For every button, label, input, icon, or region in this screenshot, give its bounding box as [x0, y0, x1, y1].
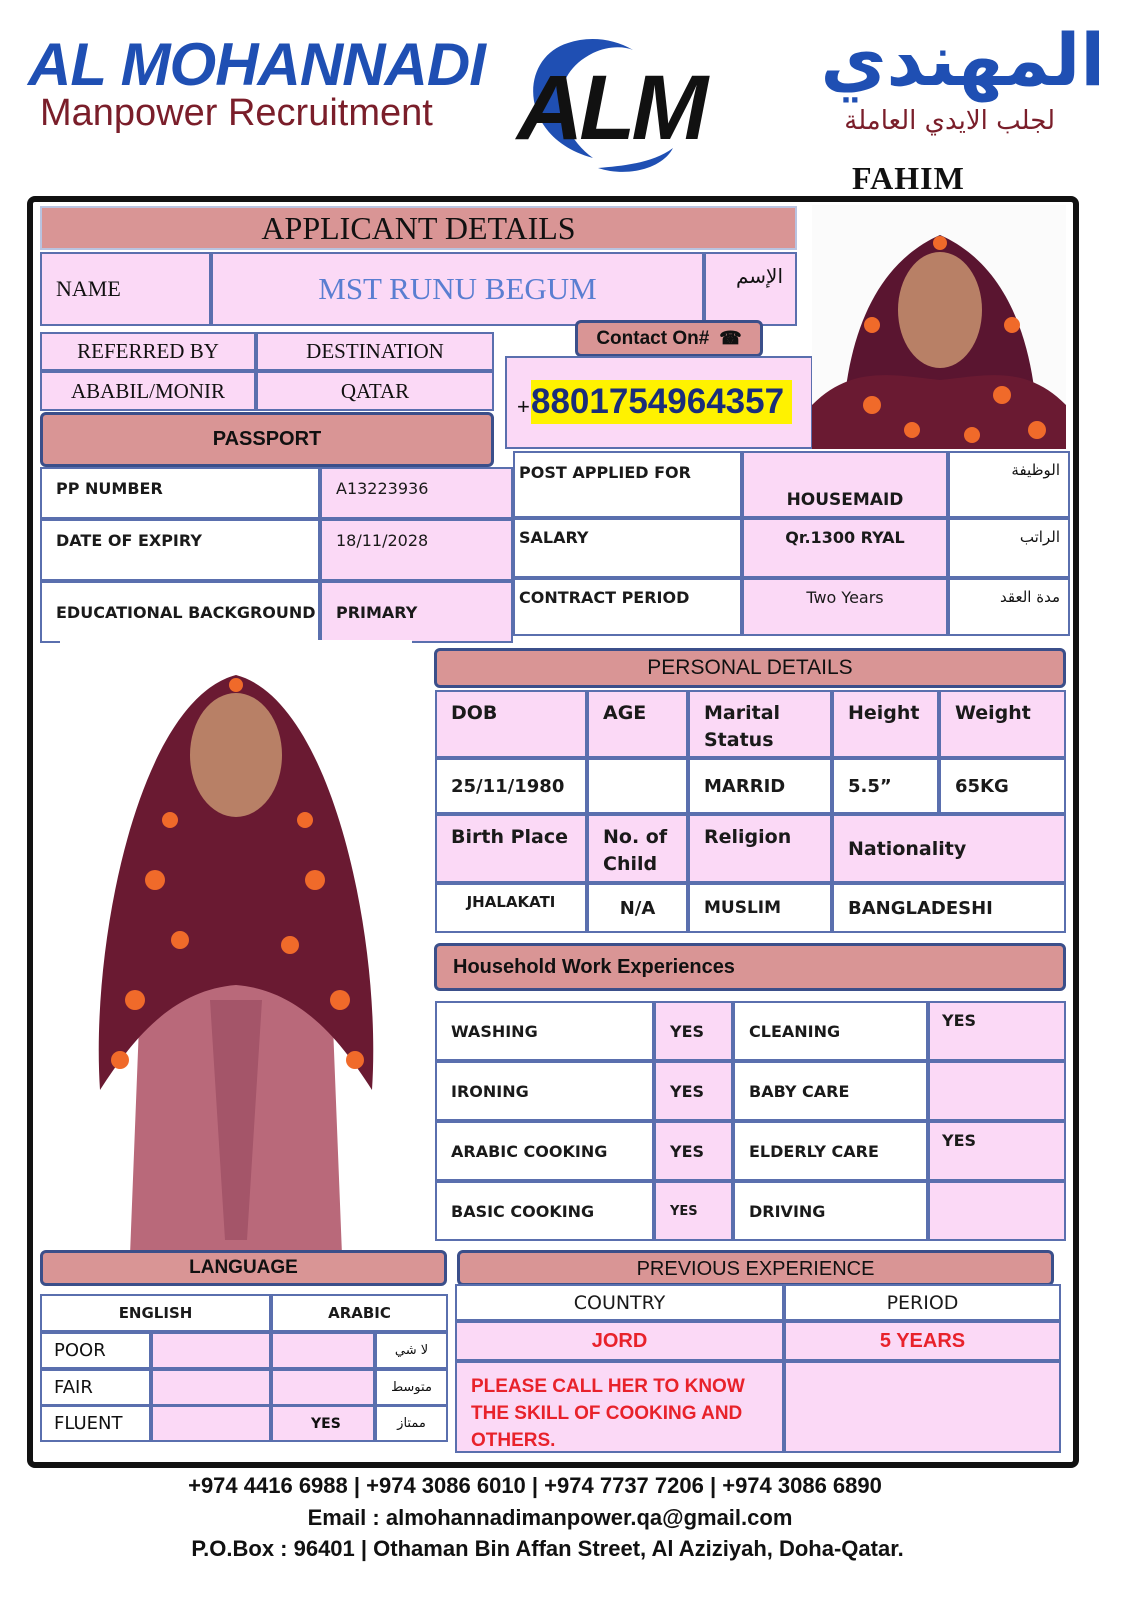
footer-address: P.O.Box : 96401 | Othaman Bin Affan Street, Al Aziziyah, Doha-Qatar.: [191, 1536, 904, 1561]
household-right-value-cell: [928, 1121, 1066, 1181]
marital-value-cell: [688, 758, 832, 814]
religion-value: MUSLIM: [704, 898, 782, 918]
age-label: AGE: [603, 702, 647, 724]
applicant-name: MST RUNU BEGUM: [318, 271, 597, 306]
children-label: No. of Child: [603, 826, 668, 875]
weight-label: Weight: [955, 702, 1031, 724]
contact-prefix: +: [517, 394, 530, 419]
dob-value: 25/11/1980: [451, 775, 565, 797]
name-value-cell: [211, 252, 704, 326]
phone-icon: ☎: [719, 328, 742, 348]
height-value: 5.5”: [848, 775, 892, 797]
post-label-cell: [513, 451, 742, 518]
household-left-label-cell: [435, 1121, 654, 1181]
contact-value-cell: [505, 356, 813, 449]
language-col-arabic-cell: [271, 1294, 448, 1332]
footer-phones: +974 4416 6988 | +974 3086 6010 | +974 7737 7206 | +974 3086 6890: [188, 1473, 882, 1498]
language-level-label-cell: [40, 1405, 151, 1442]
household-right-label-cell: [733, 1121, 928, 1181]
language-level-label: FLUENT: [54, 1413, 123, 1434]
contract-label: CONTRACT PERIOD: [519, 588, 690, 607]
language-level-label-arabic-cell: [375, 1332, 448, 1369]
household-left-label-cell: [435, 1181, 654, 1241]
household-left-value-cell: [654, 1001, 733, 1061]
birthplace-value-cell: [435, 883, 587, 933]
language-arabic-value: YES: [311, 1415, 341, 1432]
destination-value: QATAR: [340, 378, 410, 403]
country-col-cell: [455, 1284, 784, 1321]
referred-by-value: ABABIL/MONIR: [70, 378, 225, 403]
salary-value: Qr.1300 RYAL: [785, 528, 905, 547]
household-right-label: CLEANING: [749, 1021, 841, 1041]
household-right-value-cell: [928, 1181, 1066, 1241]
expiry-value: 18/11/2028: [336, 531, 429, 550]
salary-label-arabic: الراتب: [1019, 528, 1060, 546]
language-level-label: POOR: [54, 1340, 106, 1361]
country-col-header: COUNTRY: [573, 1291, 666, 1314]
passport-title: [40, 412, 494, 467]
destination-label-cell: [256, 332, 494, 371]
period-col-cell: [784, 1284, 1061, 1321]
education-label-cell: [40, 581, 320, 643]
language-arabic-value-cell: [271, 1332, 375, 1369]
education-label: EDUCATIONAL BACKGROUND: [56, 602, 316, 622]
language-level-label-cell: [40, 1369, 151, 1406]
applicant-details-title: [40, 206, 797, 250]
previous-country-value: JORD: [591, 1329, 648, 1352]
pp-number-value: A13223936: [336, 479, 429, 498]
previous-experience-title-text: PREVIOUS EXPERIENCE: [636, 1258, 875, 1280]
language-english-value-cell: [151, 1332, 271, 1369]
language-level-label-arabic-cell: [375, 1369, 448, 1406]
weight-label-cell: [939, 690, 1066, 758]
nationality-value-cell: [832, 883, 1066, 933]
full-body-photo: [60, 640, 412, 1255]
household-left-label-cell: [435, 1061, 654, 1121]
household-left-label: IRONING: [451, 1081, 529, 1101]
expiry-label-cell: [40, 519, 320, 581]
nationality-label: Nationality: [848, 837, 967, 860]
name-label-arabic: الإسم: [735, 264, 783, 288]
brand-name-english: AL MOHANNADI: [28, 31, 485, 98]
household-right-value-cell: [928, 1001, 1066, 1061]
pp-number-label-cell: [40, 467, 320, 519]
company-logo: [498, 18, 723, 178]
footer-email[interactable]: Email : almohannadimanpower.qa@gmail.com: [307, 1505, 793, 1530]
marital-value: MARRID: [704, 775, 786, 797]
age-label-cell: [587, 690, 688, 758]
birthplace-value: JHALAKATI: [466, 893, 556, 911]
portrait-photo: [812, 205, 1066, 449]
brand-subtitle-english: Manpower Recruitment: [40, 92, 433, 134]
contract-value: Two Years: [806, 588, 884, 607]
logo-text: ALM: [516, 57, 705, 159]
household-left-label: WASHING: [451, 1021, 538, 1041]
language-col-arabic: ARABIC: [328, 1304, 391, 1322]
previous-note-cell: [455, 1361, 784, 1453]
expiry-value-cell: [320, 519, 513, 581]
language-level-label-arabic: ممتاز: [397, 1416, 426, 1431]
brand-name-arabic: المهندي: [820, 18, 1105, 102]
country-value-cell: [455, 1321, 784, 1361]
religion-value-cell: [688, 883, 832, 933]
portrait-photo-illustration: [812, 205, 1066, 449]
household-left-value-cell: [654, 1121, 733, 1181]
contract-value-cell: [742, 578, 948, 636]
personal-details-title-text: PERSONAL DETAILS: [647, 656, 853, 679]
post-label-ar-cell: [948, 451, 1070, 518]
education-value-cell: [320, 581, 513, 643]
birthplace-label: Birth Place: [451, 826, 568, 848]
household-left-value: YES: [670, 1081, 705, 1101]
nationality-label-cell: [832, 814, 1066, 883]
language-arabic-value-cell: [271, 1369, 375, 1406]
post-value: HOUSEMAID: [786, 490, 904, 510]
religion-label-cell: [688, 814, 832, 883]
full-body-photo-illustration: [60, 640, 412, 1255]
children-label-cell: [587, 814, 688, 883]
nationality-value: BANGLADESHI: [848, 897, 993, 919]
previous-period-value: 5 YEARS: [879, 1329, 966, 1352]
contract-label-cell: [513, 578, 742, 636]
language-level-label: FAIR: [54, 1377, 93, 1398]
name-label-ar-cell: [704, 252, 797, 326]
language-level-label-arabic: لا شي: [394, 1343, 429, 1358]
post-value-cell: [742, 451, 948, 518]
contract-label-arabic: مدة العقد: [1000, 588, 1060, 606]
post-label: POST APPLIED FOR: [519, 463, 691, 482]
personal-details-title: [434, 648, 1066, 688]
children-value: N/A: [619, 897, 656, 919]
household-left-value: YES: [670, 1141, 705, 1161]
language-col-english-cell: [40, 1294, 271, 1332]
language-level-label-arabic-cell: [375, 1405, 448, 1442]
contact-phone-number[interactable]: 8801754964357: [531, 380, 792, 424]
household-left-value: YES: [670, 1203, 698, 1219]
period-col-header: PERIOD: [886, 1291, 959, 1314]
salary-label-ar-cell: [948, 518, 1070, 578]
contact-label-badge: [575, 320, 763, 357]
language-col-english: ENGLISH: [118, 1304, 193, 1322]
household-right-label: DRIVING: [749, 1201, 826, 1221]
household-right-value: YES: [942, 1011, 977, 1030]
dob-label: DOB: [451, 702, 498, 724]
language-level-label-arabic: متوسط: [391, 1380, 432, 1395]
pp-number-value-cell: [320, 467, 513, 519]
household-right-label: BABY CARE: [749, 1081, 850, 1101]
salary-value-cell: [742, 518, 948, 578]
brand-header: [0, 0, 1131, 195]
marital-label-cell: [688, 690, 832, 758]
agent-name: FAHIM: [852, 160, 965, 196]
applicant-details-title-text: APPLICANT DETAILS: [261, 209, 576, 246]
height-label: Height: [848, 702, 920, 724]
religion-label: Religion: [704, 826, 792, 848]
language-english-value-cell: [151, 1369, 271, 1406]
household-right-label: ELDERLY CARE: [749, 1141, 879, 1161]
household-left-value-cell: [654, 1061, 733, 1121]
salary-label-cell: [513, 518, 742, 578]
height-value-cell: [832, 758, 939, 814]
name-label-cell: [40, 252, 211, 326]
household-title: [434, 943, 1066, 991]
children-value-cell: [587, 883, 688, 933]
age-value-cell: [587, 758, 688, 814]
previous-experience-title: [457, 1250, 1054, 1286]
height-label-cell: [832, 690, 939, 758]
referred-by-value-cell: [40, 371, 256, 411]
period-value-cell: [784, 1321, 1061, 1361]
language-title-text: LANGUAGE: [189, 1257, 298, 1278]
language-level-label-cell: [40, 1332, 151, 1369]
household-right-label-cell: [733, 1001, 928, 1061]
household-left-label: BASIC COOKING: [451, 1201, 595, 1221]
passport-title-text: PASSPORT: [212, 428, 322, 450]
dob-value-cell: [435, 758, 587, 814]
household-left-value-cell: [654, 1181, 733, 1241]
birthplace-label-cell: [435, 814, 587, 883]
marital-label: Marital Status: [704, 702, 781, 751]
household-right-label-cell: [733, 1181, 928, 1241]
household-left-label: ARABIC COOKING: [451, 1141, 608, 1161]
weight-value: 65KG: [955, 775, 1009, 797]
dob-label-cell: [435, 690, 587, 758]
previous-note-empty-cell: [784, 1361, 1061, 1453]
household-left-value: YES: [670, 1021, 705, 1041]
language-title: [40, 1250, 447, 1286]
salary-label: SALARY: [519, 528, 589, 547]
destination-label: DESTINATION: [306, 339, 444, 363]
post-label-arabic: الوظيفة: [1011, 461, 1060, 479]
previous-note: PLEASE CALL HER TO KNOW THE SKILL OF COOKING AND OTHERS.: [471, 1376, 745, 1451]
brand-subtitle-arabic: لجلب الايدي العاملة: [844, 106, 1055, 136]
household-right-value: YES: [942, 1131, 977, 1150]
language-english-value-cell: [151, 1405, 271, 1442]
referred-by-label-cell: [40, 332, 256, 371]
language-arabic-value-cell: [271, 1405, 375, 1442]
education-value: PRIMARY: [336, 602, 418, 622]
name-label: NAME: [56, 276, 121, 301]
household-title-text: Household Work Experiences: [453, 955, 735, 978]
contract-label-ar-cell: [948, 578, 1070, 636]
expiry-label: DATE OF EXPIRY: [56, 531, 202, 550]
household-right-label-cell: [733, 1061, 928, 1121]
destination-value-cell: [256, 371, 494, 411]
referred-by-label: REFERRED BY: [77, 339, 219, 363]
household-left-label-cell: [435, 1001, 654, 1061]
weight-value-cell: [939, 758, 1066, 814]
pp-number-label: PP NUMBER: [56, 479, 163, 498]
household-right-value-cell: [928, 1061, 1066, 1121]
contact-label: Contact On#: [596, 327, 710, 349]
